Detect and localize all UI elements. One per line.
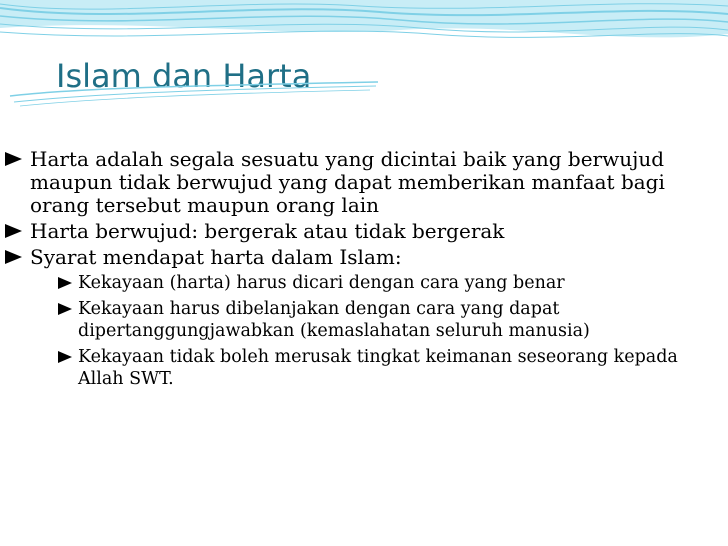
triangle-bullet-icon	[5, 250, 22, 264]
triangle-bullet-icon	[5, 224, 22, 238]
bullet-list	[0, 148, 722, 394]
triangle-bullet-icon	[5, 152, 22, 166]
underline-stroke	[10, 82, 378, 96]
underline-stroke	[20, 90, 370, 106]
sub-bullet-text: Kekayaan tidak boleh merusak tingkat keimanan seseorang kepada Allah SWT.	[78, 347, 678, 389]
sub-bullet-item	[0, 272, 722, 294]
sub-bullet-text: Kekayaan (harta) harus dicari dengan cara yang benar	[78, 273, 565, 293]
title-underline-decoration	[0, 80, 380, 110]
bullet-item	[0, 148, 722, 217]
sub-bullet-item	[0, 298, 722, 342]
bullet-text: Harta adalah segala sesuatu yang dicintai baik yang berwujud maupun tidak berwujud yang dapat memberikan manfaat bagi orang tersebut maupun orang lain	[30, 147, 665, 217]
triangle-bullet-icon	[58, 303, 72, 315]
sub-bullet-item	[0, 346, 722, 390]
triangle-bullet-icon	[58, 351, 72, 363]
bullet-item	[0, 246, 722, 269]
underline-stroke	[14, 86, 376, 102]
triangle-bullet-icon	[58, 277, 72, 289]
slide-title: Islam dan Harta	[56, 57, 312, 95]
header-wave-fill	[0, 0, 728, 37]
header-wave-decoration	[0, 0, 728, 60]
bullet-text: Syarat mendapat harta dalam Islam:	[30, 245, 402, 269]
bullet-text: Harta berwujud: bergerak atau tidak bergerak	[30, 219, 505, 243]
sub-bullet-text: Kekayaan harus dibelanjakan dengan cara yang dapat dipertanggungjawabkan (kemaslahatan seluruh manusia)	[78, 299, 590, 341]
bullet-item	[0, 220, 722, 243]
